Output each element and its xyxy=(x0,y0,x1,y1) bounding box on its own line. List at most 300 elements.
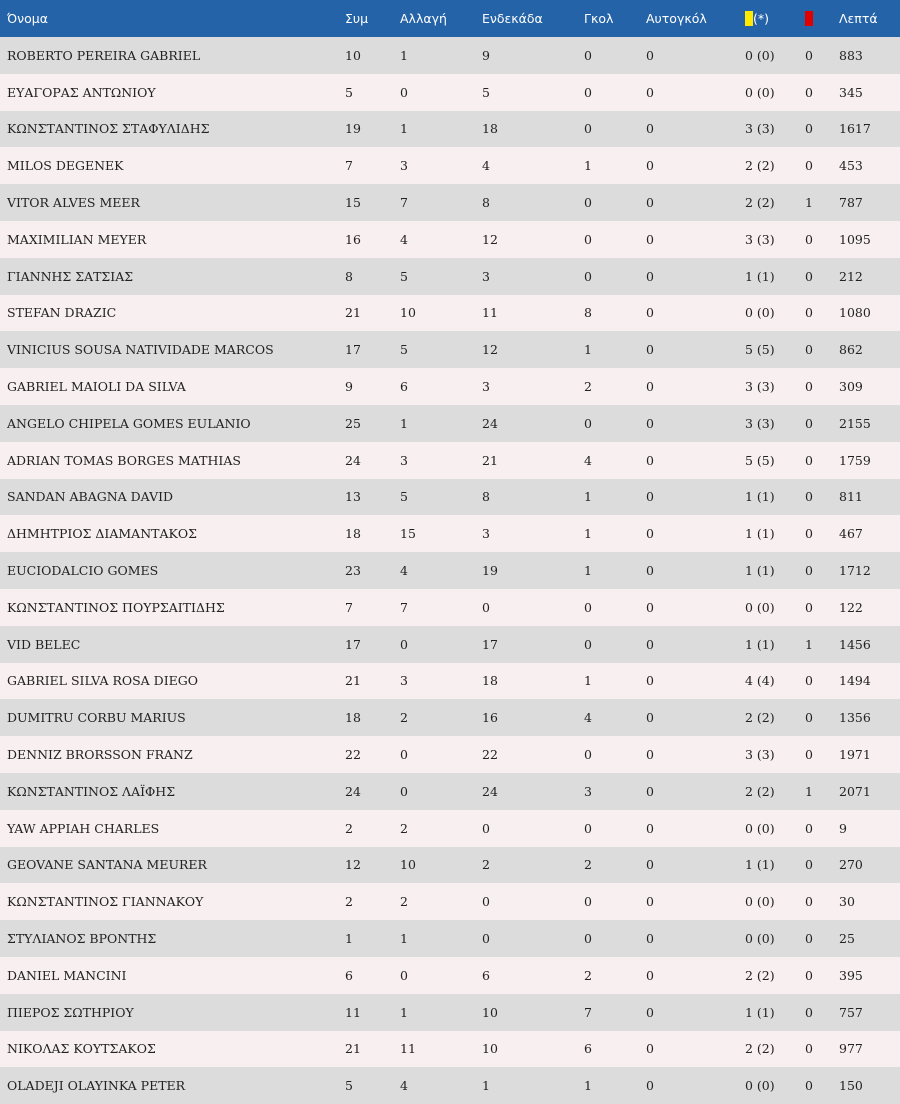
cell-sub: 3 xyxy=(400,452,408,468)
cell-apps: 21 xyxy=(345,305,361,321)
cell-goals: 1 xyxy=(584,563,592,579)
cell-goals: 0 xyxy=(584,820,592,836)
cell-sub: 2 xyxy=(400,710,408,726)
cell-name: GABRIEL SILVA ROSA DIEGO xyxy=(7,673,198,689)
cell-minutes: 150 xyxy=(839,1078,863,1094)
col-header-starts[interactable]: Ενδεκάδα xyxy=(482,11,543,26)
cell-minutes: 1617 xyxy=(839,121,871,137)
cell-minutes: 467 xyxy=(839,526,863,542)
cell-starts: 24 xyxy=(482,415,498,431)
cell-sub: 2 xyxy=(400,820,408,836)
table-row xyxy=(0,626,900,663)
cell-starts: 0 xyxy=(482,931,490,947)
table-row xyxy=(0,368,900,405)
cell-yellow: 3 (3) xyxy=(745,747,775,763)
cell-minutes: 270 xyxy=(839,857,863,873)
cell-yellow: 1 (1) xyxy=(745,857,775,873)
table-row xyxy=(0,736,900,773)
cell-minutes: 309 xyxy=(839,379,863,395)
cell-apps: 21 xyxy=(345,1041,361,1057)
cell-own-goals: 0 xyxy=(646,673,654,689)
cell-goals: 4 xyxy=(584,710,592,726)
cell-goals: 2 xyxy=(584,379,592,395)
cell-sub: 6 xyxy=(400,379,408,395)
cell-sub: 5 xyxy=(400,489,408,505)
table-row xyxy=(0,405,900,442)
cell-name: VITOR ALVES MEER xyxy=(7,195,140,211)
cell-yellow: 3 (3) xyxy=(745,415,775,431)
cell-goals: 0 xyxy=(584,268,592,284)
cell-starts: 0 xyxy=(482,599,490,615)
cell-apps: 12 xyxy=(345,857,361,873)
cell-minutes: 883 xyxy=(839,47,863,63)
cell-yellow: 1 (1) xyxy=(745,563,775,579)
cell-apps: 2 xyxy=(345,894,353,910)
cell-red: 0 xyxy=(805,1078,813,1094)
cell-minutes: 122 xyxy=(839,599,863,615)
cell-starts: 17 xyxy=(482,636,498,652)
cell-minutes: 345 xyxy=(839,84,863,100)
cell-sub: 15 xyxy=(400,526,416,542)
cell-minutes: 787 xyxy=(839,195,863,211)
cell-sub: 1 xyxy=(400,121,408,137)
cell-goals: 0 xyxy=(584,84,592,100)
cell-minutes: 395 xyxy=(839,967,863,983)
cell-starts: 0 xyxy=(482,820,490,836)
cell-name: GABRIEL MAIOLI DA SILVA xyxy=(7,379,186,395)
table-row xyxy=(0,1067,900,1104)
cell-own-goals: 0 xyxy=(646,415,654,431)
cell-minutes: 757 xyxy=(839,1004,863,1020)
col-header-apps[interactable]: Συμ xyxy=(345,11,369,26)
cell-red: 1 xyxy=(805,636,813,652)
cell-yellow: 0 (0) xyxy=(745,84,775,100)
cell-own-goals: 0 xyxy=(646,599,654,615)
cell-goals: 7 xyxy=(584,1004,592,1020)
cell-red: 1 xyxy=(805,783,813,799)
yellow-card-icon xyxy=(745,11,753,26)
cell-red: 0 xyxy=(805,158,813,174)
cell-starts: 21 xyxy=(482,452,498,468)
cell-own-goals: 0 xyxy=(646,526,654,542)
cell-name: VINICIUS SOUSA NATIVIDADE MARCOS xyxy=(7,342,274,358)
cell-name: STEFAN DRAZIC xyxy=(7,305,117,321)
table-row xyxy=(0,589,900,626)
cell-sub: 1 xyxy=(400,931,408,947)
cell-red: 0 xyxy=(805,967,813,983)
cell-apps: 23 xyxy=(345,563,361,579)
cell-name: ΠΙΕΡΟΣ ΣΩΤΗΡΙΟΥ xyxy=(7,1004,134,1020)
table-header-row xyxy=(0,0,900,37)
cell-goals: 1 xyxy=(584,1078,592,1094)
cell-yellow: 0 (0) xyxy=(745,894,775,910)
col-header-own-goals[interactable]: Αυτογκόλ xyxy=(646,11,707,26)
cell-starts: 3 xyxy=(482,379,490,395)
cell-minutes: 862 xyxy=(839,342,863,358)
cell-sub: 4 xyxy=(400,563,408,579)
cell-sub: 0 xyxy=(400,783,408,799)
cell-own-goals: 0 xyxy=(646,710,654,726)
table-row xyxy=(0,111,900,148)
cell-name: DENNIZ BRORSSON FRANZ xyxy=(7,747,193,763)
cell-own-goals: 0 xyxy=(646,121,654,137)
table-row xyxy=(0,810,900,847)
cell-red: 0 xyxy=(805,342,813,358)
cell-yellow: 0 (0) xyxy=(745,599,775,615)
cell-starts: 5 xyxy=(482,84,490,100)
cell-name: ΓΙΑΝΝΗΣ ΣΑΤΣΙΑΣ xyxy=(7,268,134,284)
cell-minutes: 1080 xyxy=(839,305,871,321)
cell-red: 0 xyxy=(805,599,813,615)
table-row xyxy=(0,699,900,736)
cell-red: 0 xyxy=(805,489,813,505)
cell-sub: 0 xyxy=(400,967,408,983)
cell-apps: 17 xyxy=(345,636,361,652)
cell-sub: 3 xyxy=(400,673,408,689)
cell-sub: 10 xyxy=(400,857,416,873)
cell-yellow: 1 (1) xyxy=(745,1004,775,1020)
cell-yellow: 1 (1) xyxy=(745,636,775,652)
cell-yellow: 2 (2) xyxy=(745,158,775,174)
col-header-red[interactable] xyxy=(798,0,832,37)
cell-name: VID BELEC xyxy=(7,636,81,652)
cell-starts: 12 xyxy=(482,342,498,358)
cell-own-goals: 0 xyxy=(646,931,654,947)
cell-starts: 6 xyxy=(482,967,490,983)
table-row xyxy=(0,258,900,295)
cell-sub: 3 xyxy=(400,158,408,174)
cell-apps: 6 xyxy=(345,967,353,983)
cell-goals: 6 xyxy=(584,1041,592,1057)
cell-sub: 5 xyxy=(400,342,408,358)
cell-own-goals: 0 xyxy=(646,783,654,799)
cell-red: 0 xyxy=(805,47,813,63)
cell-minutes: 1712 xyxy=(839,563,871,579)
cell-starts: 1 xyxy=(482,1078,490,1094)
cell-yellow: 0 (0) xyxy=(745,305,775,321)
cell-yellow: 1 (1) xyxy=(745,268,775,284)
cell-apps: 22 xyxy=(345,747,361,763)
cell-sub: 0 xyxy=(400,636,408,652)
cell-name: SANDAN ABAGNA DAVID xyxy=(7,489,174,505)
cell-starts: 22 xyxy=(482,747,498,763)
cell-goals: 0 xyxy=(584,415,592,431)
table-row xyxy=(0,920,900,957)
cell-minutes: 9 xyxy=(839,820,847,836)
cell-starts: 3 xyxy=(482,526,490,542)
cell-yellow: 0 (0) xyxy=(745,1078,775,1094)
cell-sub: 4 xyxy=(400,1078,408,1094)
table-row xyxy=(0,295,900,332)
cell-apps: 18 xyxy=(345,710,361,726)
cell-minutes: 453 xyxy=(839,158,863,174)
col-header-minutes[interactable]: Λεπτά xyxy=(839,11,878,26)
cell-name: ADRIAN TOMAS BORGES MATHIAS xyxy=(7,452,241,468)
cell-goals: 1 xyxy=(584,673,592,689)
cell-goals: 2 xyxy=(584,857,592,873)
cell-minutes: 2071 xyxy=(839,783,871,799)
cell-apps: 5 xyxy=(345,84,353,100)
cell-yellow: 5 (5) xyxy=(745,452,775,468)
cell-red: 0 xyxy=(805,452,813,468)
cell-starts: 4 xyxy=(482,158,490,174)
cell-apps: 11 xyxy=(345,1004,361,1020)
table-row xyxy=(0,1031,900,1068)
cell-red: 0 xyxy=(805,1004,813,1020)
cell-sub: 0 xyxy=(400,84,408,100)
cell-yellow: 3 (3) xyxy=(745,121,775,137)
cell-red: 0 xyxy=(805,231,813,247)
cell-goals: 0 xyxy=(584,231,592,247)
cell-apps: 24 xyxy=(345,783,361,799)
cell-apps: 21 xyxy=(345,673,361,689)
cell-apps: 1 xyxy=(345,931,353,947)
cell-sub: 4 xyxy=(400,231,408,247)
cell-yellow: 5 (5) xyxy=(745,342,775,358)
cell-minutes: 1494 xyxy=(839,673,871,689)
cell-yellow: 2 (2) xyxy=(745,967,775,983)
cell-name: ΚΩΝΣΤΑΝΤΙΝΟΣ ΛΑΪΦΗΣ xyxy=(7,783,176,799)
cell-apps: 19 xyxy=(345,121,361,137)
cell-yellow: 2 (2) xyxy=(745,195,775,211)
cell-name: ΚΩΝΣΤΑΝΤΙΝΟΣ ΠΟΥΡΣΑΙΤΙΔΗΣ xyxy=(7,599,225,615)
cell-goals: 1 xyxy=(584,158,592,174)
cell-yellow: 2 (2) xyxy=(745,1041,775,1057)
col-header-sub[interactable]: Αλλαγή xyxy=(400,11,447,26)
cell-starts: 10 xyxy=(482,1004,498,1020)
cell-red: 0 xyxy=(805,415,813,431)
cell-minutes: 1456 xyxy=(839,636,871,652)
cell-minutes: 1759 xyxy=(839,452,871,468)
cell-name: DUMITRU CORBU MARIUS xyxy=(7,710,186,726)
cell-name: OLADEJI OLAYINKA PETER xyxy=(7,1078,186,1094)
cell-goals: 0 xyxy=(584,747,592,763)
cell-starts: 18 xyxy=(482,121,498,137)
cell-sub: 1 xyxy=(400,415,408,431)
table-row xyxy=(0,773,900,810)
cell-red: 0 xyxy=(805,673,813,689)
cell-goals: 2 xyxy=(584,967,592,983)
cell-yellow: 0 (0) xyxy=(745,931,775,947)
cell-own-goals: 0 xyxy=(646,158,654,174)
cell-apps: 5 xyxy=(345,1078,353,1094)
cell-own-goals: 0 xyxy=(646,231,654,247)
cell-apps: 10 xyxy=(345,47,361,63)
cell-sub: 1 xyxy=(400,1004,408,1020)
cell-red: 0 xyxy=(805,563,813,579)
cell-starts: 16 xyxy=(482,710,498,726)
cell-name: GEOVANE SANTANA MEURER xyxy=(7,857,207,873)
cell-name: ROBERTO PEREIRA GABRIEL xyxy=(7,47,201,63)
table-row xyxy=(0,994,900,1031)
cell-name: ANGELO CHIPELA GOMES EULANIO xyxy=(7,415,251,431)
cell-name: ΕΥΑΓΟΡΑΣ ΑΝΤΩΝΙΟΥ xyxy=(7,84,156,100)
cell-own-goals: 0 xyxy=(646,342,654,358)
cell-goals: 0 xyxy=(584,931,592,947)
cell-goals: 3 xyxy=(584,783,592,799)
cell-name: MILOS DEGENEK xyxy=(7,158,124,174)
cell-minutes: 977 xyxy=(839,1041,863,1057)
cell-starts: 9 xyxy=(482,47,490,63)
cell-name: MAXIMILIAN MEYER xyxy=(7,231,147,247)
cell-sub: 2 xyxy=(400,894,408,910)
table-row xyxy=(0,74,900,111)
cell-red: 0 xyxy=(805,820,813,836)
cell-goals: 0 xyxy=(584,47,592,63)
cell-yellow: 1 (1) xyxy=(745,526,775,542)
cell-goals: 1 xyxy=(584,489,592,505)
cell-apps: 7 xyxy=(345,599,353,615)
cell-apps: 17 xyxy=(345,342,361,358)
cell-starts: 24 xyxy=(482,783,498,799)
cell-red: 0 xyxy=(805,379,813,395)
cell-goals: 4 xyxy=(584,452,592,468)
cell-apps: 2 xyxy=(345,820,353,836)
cell-yellow: 0 (0) xyxy=(745,47,775,63)
cell-own-goals: 0 xyxy=(646,195,654,211)
cell-yellow: 3 (3) xyxy=(745,379,775,395)
cell-own-goals: 0 xyxy=(646,268,654,284)
cell-apps: 9 xyxy=(345,379,353,395)
cell-minutes: 2155 xyxy=(839,415,871,431)
cell-own-goals: 0 xyxy=(646,452,654,468)
cell-goals: 0 xyxy=(584,195,592,211)
cell-starts: 18 xyxy=(482,673,498,689)
cell-own-goals: 0 xyxy=(646,47,654,63)
cell-yellow: 1 (1) xyxy=(745,489,775,505)
cell-own-goals: 0 xyxy=(646,563,654,579)
cell-sub: 11 xyxy=(400,1041,416,1057)
cell-apps: 7 xyxy=(345,158,353,174)
cell-own-goals: 0 xyxy=(646,967,654,983)
table-row xyxy=(0,957,900,994)
table-row xyxy=(0,184,900,221)
cell-red: 0 xyxy=(805,268,813,284)
red-card-icon xyxy=(805,11,813,26)
cell-minutes: 1971 xyxy=(839,747,871,763)
cell-minutes: 1356 xyxy=(839,710,871,726)
cell-apps: 18 xyxy=(345,526,361,542)
cell-name: ΔΗΜΗΤΡΙΟΣ ΔΙΑΜΑΝΤΑΚΟΣ xyxy=(7,526,197,542)
cell-goals: 1 xyxy=(584,342,592,358)
cell-sub: 7 xyxy=(400,599,408,615)
cell-own-goals: 0 xyxy=(646,379,654,395)
cell-minutes: 25 xyxy=(839,931,855,947)
cell-own-goals: 0 xyxy=(646,636,654,652)
cell-sub: 1 xyxy=(400,47,408,63)
cell-red: 0 xyxy=(805,526,813,542)
cell-own-goals: 0 xyxy=(646,894,654,910)
cell-red: 0 xyxy=(805,1041,813,1057)
cell-red: 1 xyxy=(805,195,813,211)
col-header-name[interactable]: Όνομα xyxy=(7,11,48,26)
col-header-yellow[interactable] xyxy=(738,0,798,37)
cell-name: ΝΙΚΟΛΑΣ ΚΟΥΤΣΑΚΟΣ xyxy=(7,1041,156,1057)
table-row xyxy=(0,147,900,184)
cell-own-goals: 0 xyxy=(646,820,654,836)
table-row xyxy=(0,442,900,479)
cell-apps: 24 xyxy=(345,452,361,468)
table-row xyxy=(0,515,900,552)
cell-name: ΚΩΝΣΤΑΝΤΙΝΟΣ ΓΙΑΝΝΑΚΟΥ xyxy=(7,894,204,910)
cell-apps: 16 xyxy=(345,231,361,247)
cell-goals: 0 xyxy=(584,894,592,910)
table-row xyxy=(0,663,900,700)
cell-sub: 7 xyxy=(400,195,408,211)
cell-starts: 2 xyxy=(482,857,490,873)
cell-red: 0 xyxy=(805,894,813,910)
cell-red: 0 xyxy=(805,857,813,873)
cell-yellow: 0 (0) xyxy=(745,820,775,836)
cell-sub: 0 xyxy=(400,747,408,763)
cell-apps: 25 xyxy=(345,415,361,431)
cell-goals: 1 xyxy=(584,526,592,542)
cell-red: 0 xyxy=(805,121,813,137)
cell-own-goals: 0 xyxy=(646,305,654,321)
cell-yellow: 2 (2) xyxy=(745,710,775,726)
cell-goals: 8 xyxy=(584,305,592,321)
cell-own-goals: 0 xyxy=(646,1041,654,1057)
table-row xyxy=(0,331,900,368)
cell-apps: 15 xyxy=(345,195,361,211)
cell-own-goals: 0 xyxy=(646,857,654,873)
cell-yellow: 2 (2) xyxy=(745,783,775,799)
cell-minutes: 212 xyxy=(839,268,863,284)
cell-red: 0 xyxy=(805,710,813,726)
table-row xyxy=(0,37,900,74)
cell-sub: 5 xyxy=(400,268,408,284)
cell-minutes: 1095 xyxy=(839,231,871,247)
table-row xyxy=(0,847,900,884)
cell-starts: 12 xyxy=(482,231,498,247)
cell-name: ΚΩΝΣΤΑΝΤΙΝΟΣ ΣΤΑΦΥΛΙΔΗΣ xyxy=(7,121,210,137)
cell-starts: 8 xyxy=(482,195,490,211)
cell-name: EUCIODALCIO GOMES xyxy=(7,563,159,579)
cell-red: 0 xyxy=(805,931,813,947)
cell-sub: 10 xyxy=(400,305,416,321)
cell-yellow: 3 (3) xyxy=(745,231,775,247)
cell-goals: 0 xyxy=(584,636,592,652)
yellow-suffix: (*) xyxy=(753,11,770,26)
table-row xyxy=(0,552,900,589)
cell-own-goals: 0 xyxy=(646,489,654,505)
cell-name: ΣΤΥΛΙΑΝΟΣ ΒΡΟΝΤΗΣ xyxy=(7,931,157,947)
cell-yellow: 4 (4) xyxy=(745,673,775,689)
cell-own-goals: 0 xyxy=(646,1078,654,1094)
table-row xyxy=(0,479,900,516)
cell-own-goals: 0 xyxy=(646,84,654,100)
cell-starts: 3 xyxy=(482,268,490,284)
cell-starts: 0 xyxy=(482,894,490,910)
cell-name: DANIEL MANCINI xyxy=(7,967,127,983)
cell-starts: 10 xyxy=(482,1041,498,1057)
cell-minutes: 811 xyxy=(839,489,863,505)
cell-goals: 0 xyxy=(584,599,592,615)
col-header-goals[interactable]: Γκολ xyxy=(584,11,614,26)
table-row xyxy=(0,221,900,258)
cell-name: YAW APPIAH CHARLES xyxy=(7,820,160,836)
cell-goals: 0 xyxy=(584,121,592,137)
cell-apps: 8 xyxy=(345,268,353,284)
cell-own-goals: 0 xyxy=(646,1004,654,1020)
cell-red: 0 xyxy=(805,747,813,763)
cell-own-goals: 0 xyxy=(646,747,654,763)
cell-starts: 19 xyxy=(482,563,498,579)
cell-apps: 13 xyxy=(345,489,361,505)
table-row xyxy=(0,883,900,920)
cell-starts: 8 xyxy=(482,489,490,505)
cell-minutes: 30 xyxy=(839,894,855,910)
